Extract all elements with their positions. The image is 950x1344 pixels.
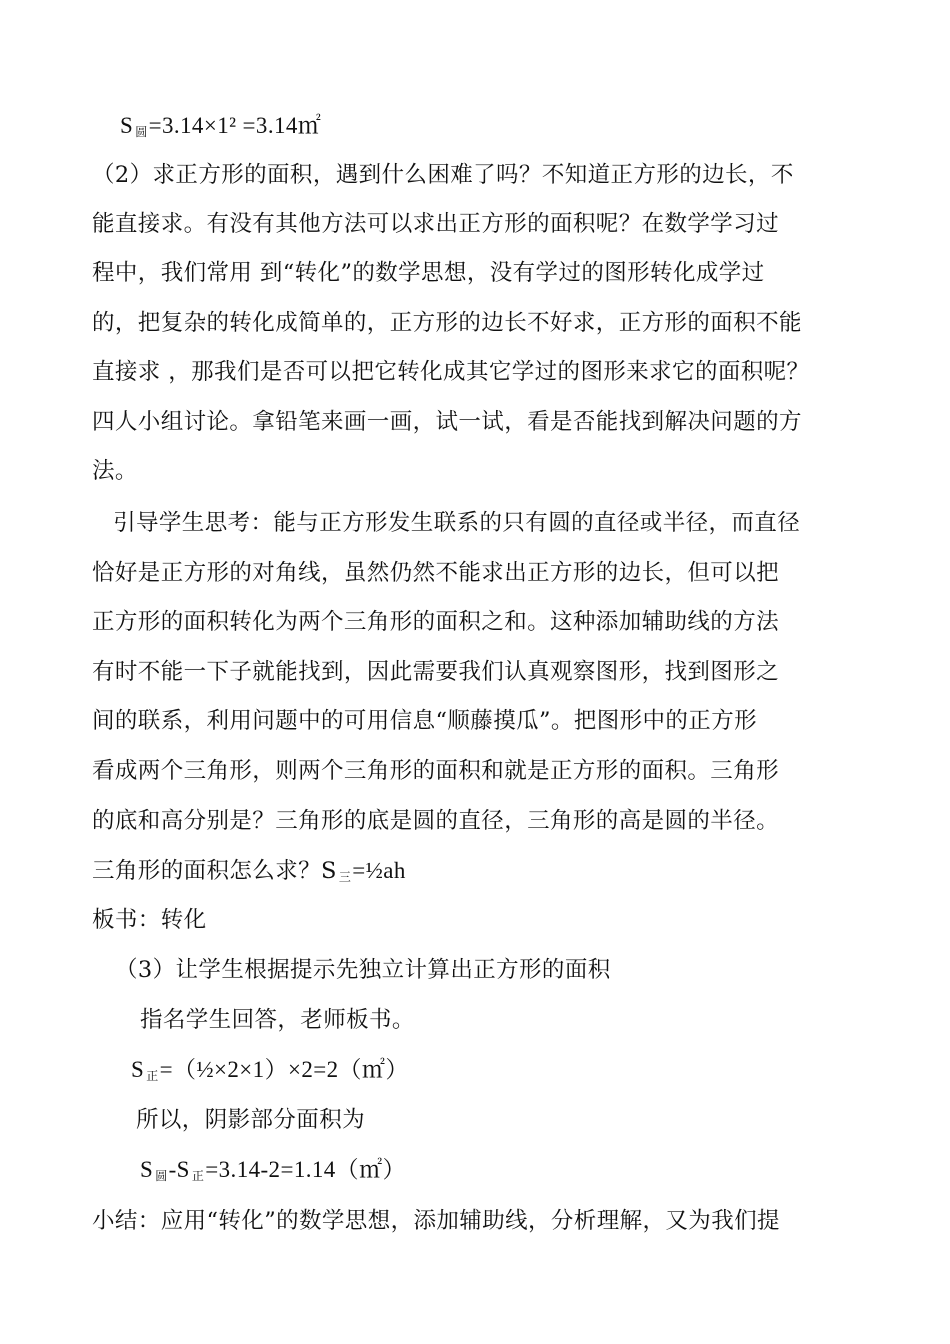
- step-3-instruction: （3）让学生根据提示先独立计算出正方形的面积: [115, 957, 611, 983]
- shaded-area-formula: [140, 1155, 406, 1191]
- area-symbol: S: [120, 113, 134, 138]
- paragraph-line: 正方形的面积转化为两个三角形的面积之和。这种添加辅助线的方法: [92, 609, 780, 635]
- paragraph-line: 的底和高分别是？三角形的底是圆的直径，三角形的高是圆的半径。: [92, 808, 780, 834]
- teacher-note: 指名学生回答，老师板书。: [140, 1007, 415, 1033]
- triangle-question: 三角形的面积怎么求？S: [92, 858, 337, 884]
- circle-area-result: =3.14×1² =3.14㎡: [148, 113, 322, 138]
- board-note: 板书：转化: [92, 907, 207, 933]
- shaded-area-intro: 所以，阴影部分面积为: [136, 1107, 366, 1133]
- shaded-area-result: =3.14-2=1.14（㎡）: [205, 1157, 406, 1182]
- square-area-result: =（½×2×1）×2=2（㎡）: [159, 1057, 409, 1082]
- area-symbol: S: [140, 1157, 154, 1182]
- paragraph-line: 看成两个三角形，则两个三角形的面积和就是正方形的面积。三角形: [92, 758, 780, 784]
- area-symbol: S: [131, 1057, 145, 1082]
- circle-subscript: 圆: [155, 1169, 168, 1183]
- square-subscript: 正: [146, 1069, 159, 1083]
- paragraph-line: 引导学生思考：能与正方形发生联系的只有圆的直径或半径，而直径: [98, 510, 801, 536]
- paragraph-line: 恰好是正方形的对角线，虽然仍然不能求出正方形的边长，但可以把: [92, 560, 780, 586]
- triangle-formula-result: =½ah: [352, 858, 406, 883]
- paragraph-line: （2）求正方形的面积，遇到什么困难了吗？不知道正方形的边长，不: [92, 162, 794, 188]
- square-subscript: 正: [191, 1169, 205, 1183]
- triangle-area-formula: [92, 856, 406, 892]
- paragraph-line: 有时不能一下子就能找到，因此需要我们认真观察图形，找到图形之: [92, 659, 780, 685]
- paragraph-line: 能直接求。有没有其他方法可以求出正方形的面积呢？在数学学习过: [92, 211, 780, 237]
- square-area-formula: [131, 1055, 409, 1091]
- paragraph-line: 直接求 ，那我们是否可以把它转化成其它学过的图形来求它的面积呢？: [92, 359, 810, 385]
- summary-line: 小结：应用“转化”的数学思想，添加辅助线，分析理解，又为我们提: [92, 1208, 780, 1234]
- paragraph-line: 法。: [92, 458, 138, 484]
- paragraph-line: 间的联系，利用问题中的可用信息“顺藤摸瓜”。把图形中的正方形: [92, 708, 758, 734]
- circle-subscript: 圆: [135, 125, 148, 139]
- triangle-subscript: 三: [338, 870, 352, 884]
- circle-area-formula: [120, 111, 321, 147]
- paragraph-line: 的，把复杂的转化成简单的，正方形的边长不好求，正方形的面积不能: [92, 310, 802, 336]
- minus-area-symbol: -S: [168, 1157, 190, 1182]
- paragraph-line: 四人小组讨论。拿铅笔来画一画，试一试，看是否能找到解决问题的方: [92, 409, 802, 435]
- paragraph-line: 程中，我们常用 到“转化”的数学思想，没有学过的图形转化成学过: [92, 260, 765, 286]
